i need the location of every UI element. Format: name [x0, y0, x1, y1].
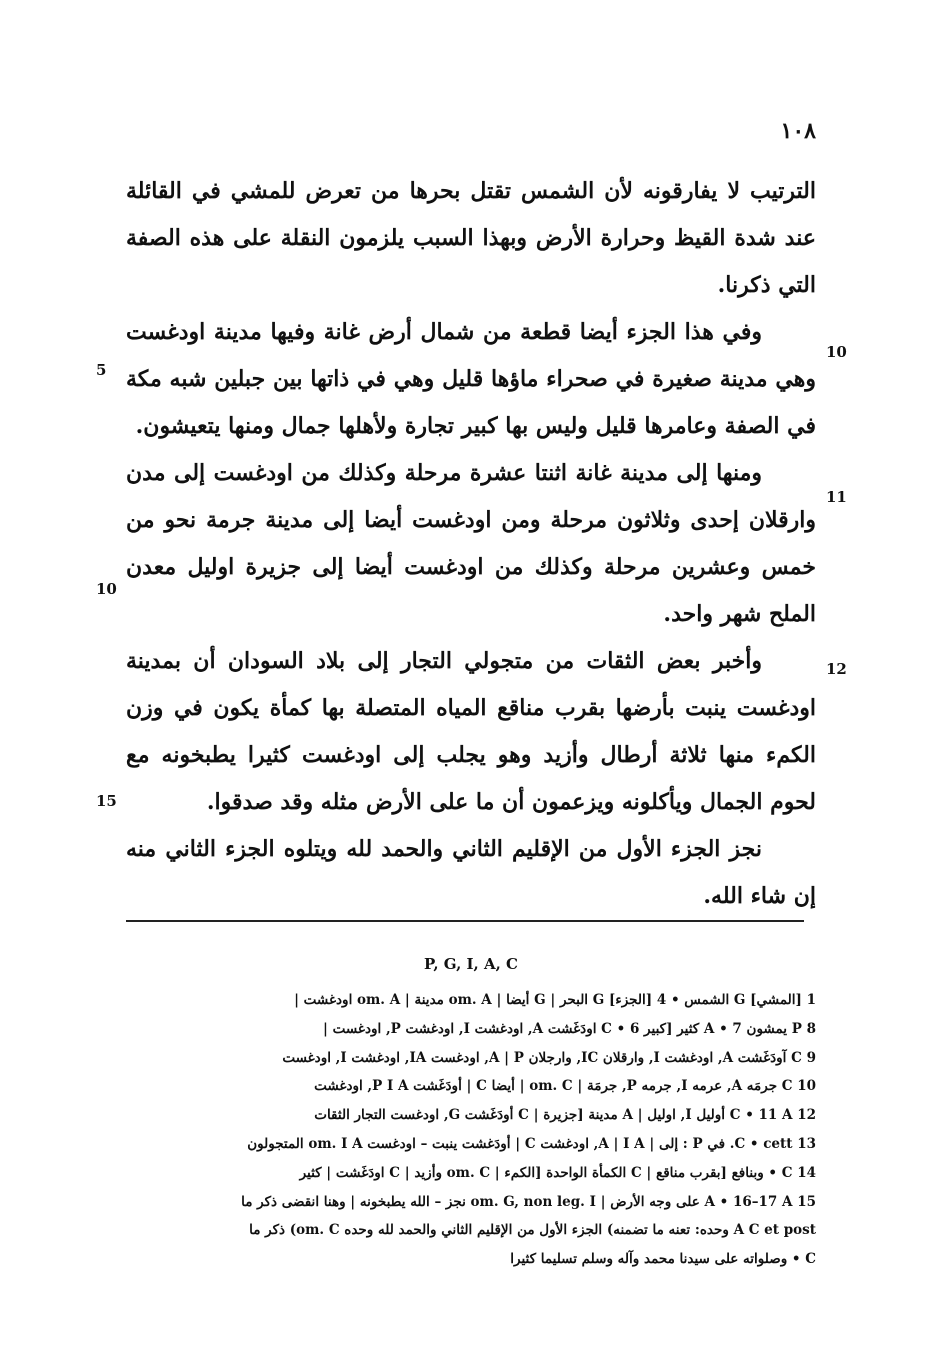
apparatus-line: 14 C • وبنافع [بقرب مناقع | C الكمأة الواحدة [الكمء | om. C وأزيد | C اودَغَشت | كثير	[299, 1164, 816, 1181]
paragraph-11: ومنها إلى مدينة غانة اثنتا عشرة مرحلة وكذلك من اودغست إلى مدن وارقلان إحدى وثلاثون مرحلة ومن اودغست أيضا إلى مدينة جرمة نحو من خمس وعشرين مرحلة وكذلك من اودغست أيضا إلى جزيرة اوليل معدن الملح شهر واحد.	[126, 460, 816, 627]
paragraph-number-12: 12	[826, 660, 847, 678]
apparatus-line: 13 C • cett. في P : إلى | A | I A, اودغشت C | أودَغشت ينبت – اودغست om. I A المتجولون	[247, 1135, 816, 1152]
apparatus-line: 15 A • 16–17 A على وجه الأرض | om. G, non leg. I نجز – الله يطبخونه | وهنا انقضى ذكر ما	[241, 1193, 816, 1210]
apparatus-line: 9 C آودَغَشت A, اودغشت I, وارقلان IC, وارجلان A | P, اودغست IA, اودغشت I, اودغست	[282, 1049, 816, 1066]
paragraph-number-10: 10	[826, 343, 847, 361]
line-number-5: 5	[96, 361, 107, 379]
apparatus-line: 1 [المشي] G الشمس • 4 [الجزء] G البحر | G أيضا | om. A مدينة | om. A اودغشت |	[294, 992, 816, 1008]
paragraph-12: وأخبر بعض الثقات من متجولي التجار إلى بلاد السودان أن بمدينة اودغست ينبت بأرضها بقرب مناقع المياه المتصلة بها كمأة يكون في وزن الكمء منها ثلاثة أرطال وأزيد وهو يجلب إلى اودغست كثيرا يطبخونه مع لحوم الجمال ويأكلونه ويزعمون أن ما على الأرض مثله وقد صدقوا.	[126, 648, 817, 815]
paragraph-10: وفي هذا الجزء أيضا قطعة من شمال أرض غانة وفيها مدينة اودغست وهي مدينة صغيرة في صحراء ماؤها قليل وهي في ذاتها بين جبلين شبه مكة في الصفة وعامرها قليل وليس بها كبير تجارة ولأهلها جمال ومنها يتعيشون.	[126, 319, 816, 439]
apparatus-line: 12 C • 11 A أوليل I, اوليل | A مدينة [جزيرة | C أودَغَشت G, اودغست التجار الثقات	[314, 1107, 816, 1124]
apparatus-line: 8 P يمشون 7 • A كثير [كبير 6 • C اودَغَشت A, اودغشت I, اودغشت P, اودغست |	[323, 1020, 816, 1037]
critical-apparatus	[126, 986, 816, 1274]
footnote-divider	[126, 920, 804, 922]
paragraph-continuation: الترتيب لا يفارقونه لأن الشمس تقتل بحرها من تعرض للمشي في القائلة عند شدة القيظ وحرارة الأرض وبهذا السبب يلزمون النقلة على هذه الصفة التي ذكرنا.	[126, 178, 816, 298]
page-number: ١٠٨	[780, 118, 816, 144]
paragraph-number-11: 11	[826, 488, 847, 506]
manuscript-sigla: P, G, I, A, C	[424, 955, 518, 973]
line-number-10: 10	[96, 580, 117, 598]
apparatus-line: 10 C جرمَه A, عرمه I, جرمه P, جرمَة | om. C | أيضا C | أودَغَشت P I A, اودغشت	[314, 1078, 816, 1095]
apparatus-line: C • وصلواته على سيدنا محمد وآله وسلم تسليما كثيرا	[510, 1251, 816, 1268]
apparatus-line: A C et post وحده: تعنه ما تضمنه) الجزء الأول من الإقليم الثاني والحمد لله وحده om. C) ذكر ما	[249, 1222, 816, 1239]
paragraph-colophon: نجز الجزء الأول من الإقليم الثاني والحمد لله ويتلوه الجزء الثاني منه إن شاء الله.	[126, 836, 816, 909]
line-number-15: 15	[96, 792, 117, 810]
main-text	[126, 168, 816, 920]
